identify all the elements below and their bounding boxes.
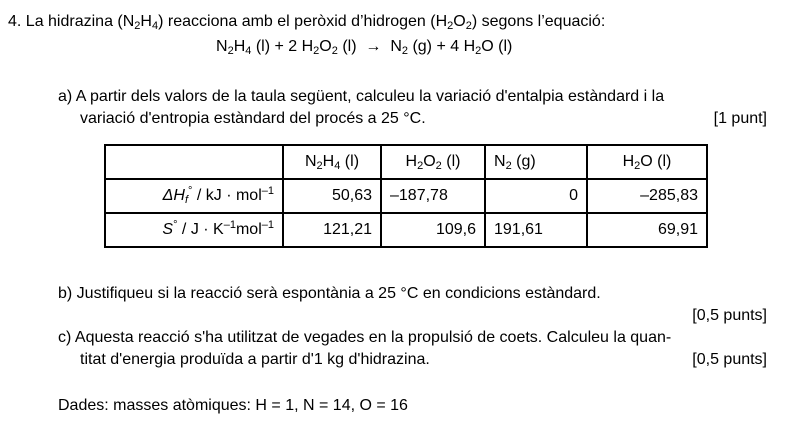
part-c-points: [0,5 punts] <box>692 351 767 368</box>
reaction-equation: $N_2H_4$ (l) + 2 $H_2O_2$ $(l) \to N_2$ (g) + 4 $H_2O$ (l) <box>216 38 513 57</box>
header-h2o2: $H_2O_2$ (l) <box>381 145 485 179</box>
header-n2: $N_2$ (g) <box>485 145 587 179</box>
table-cell: 50,63 <box>283 179 381 213</box>
part-c-line1: c) Aquesta reacció s'ha utilitzat de vegades en la propulsió de coets. Calculeu la quan- <box>58 329 672 346</box>
part-a-line2: variació d'entropia estàndard del procés a 25 °C. <box>80 110 426 127</box>
part-c-line2: titat d'energia produïda a partir d'1 kg d'hidrazina. <box>80 351 430 368</box>
part-a-points: [1 punt] <box>713 110 767 127</box>
row-label-entropy: $S^\circ / J \cdot K^{-1}mol^{-1}$ <box>105 213 283 247</box>
table-cell: –285,83 <box>587 179 707 213</box>
table-row <box>105 213 707 247</box>
row-label-enthalpy: $\Delta H_f^\circ$ / kJ · mol$^{-1}$ <box>105 179 283 213</box>
table-cell: 191,61 <box>485 213 587 247</box>
problem-intro: 4. La hidrazina $(N_2H_4)$ reacciona amb el peròxid d’hidrogen $(H_2O_2)$ segons l’equació: <box>8 13 606 32</box>
table-cell: 69,91 <box>587 213 707 247</box>
table-row <box>105 179 707 213</box>
table-cell: 121,21 <box>283 213 381 247</box>
thermo-data-table <box>104 144 708 248</box>
header-n2h4: $N_2H_4$ (l) <box>283 145 381 179</box>
part-b-line1: b) Justifiqueu si la reacció serà espontània a 25 °C en condicions estàndard. <box>58 285 601 302</box>
part-b-points: [0,5 punts] <box>692 307 767 324</box>
table-cell: –187,78 <box>381 179 485 213</box>
atomic-masses-note: Dades: masses atòmiques: H = 1, N = 14, O = 16 <box>58 397 408 414</box>
table-cell: 0 <box>485 179 587 213</box>
header-h2o: $H_2O$ (l) <box>587 145 707 179</box>
table-header-row <box>105 145 707 179</box>
table-corner-cell <box>105 145 283 179</box>
table-cell: 109,6 <box>381 213 485 247</box>
part-a-line1: a) A partir dels valors de la taula següent, calculeu la variació d'entalpia estàndard i la <box>58 88 665 105</box>
reaction-arrow-icon: → <box>360 38 386 55</box>
